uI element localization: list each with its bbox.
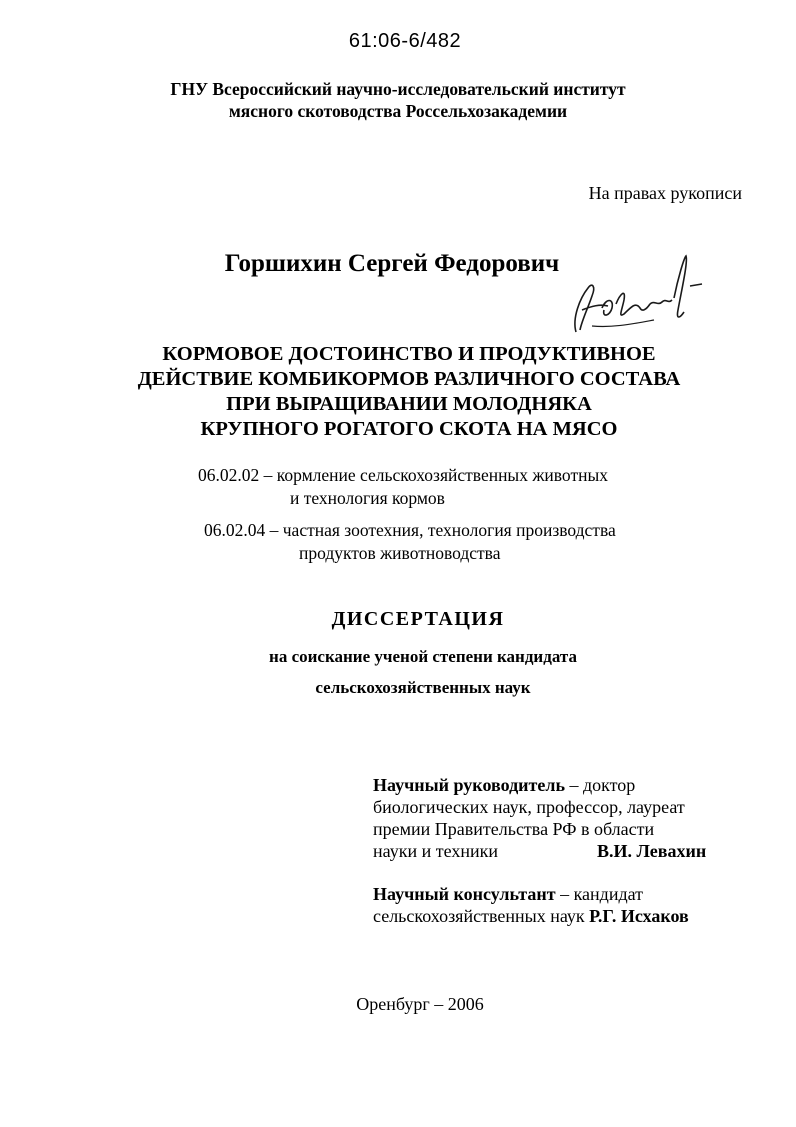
- dissertation-heading: ДИССЕРТАЦИЯ: [331, 608, 505, 630]
- title-line-1: КОРМОВОЕ ДОСТОИНСТВО И ПРОДУКТИВНОЕ: [162, 343, 656, 365]
- supervisor-line-2: биологических наук, профессор, лауреат: [373, 797, 685, 817]
- city-year: Оренбург – 2006: [356, 994, 484, 1014]
- supervisor-line-3: премии Правительства РФ в области: [373, 819, 655, 839]
- specialty-1-line-1: 06.02.02 – кормление сельскохозяйственных животных: [198, 465, 608, 485]
- supervisor-line-4: науки и техники: [373, 841, 498, 861]
- manuscript-rights-note: На правах рукописи: [588, 183, 742, 203]
- supervisor-line-1: [373, 774, 635, 797]
- degree-line-2: сельскохозяйственных наук: [315, 678, 531, 697]
- specialty-2-line-1: 06.02.04 – частная зоотехния, технология производства: [204, 520, 616, 540]
- degree-line-1: на соискание ученой степени кандидата: [269, 647, 577, 666]
- supervisor-name: В.И. Левахин: [597, 841, 707, 861]
- consultant-name: Р.Г. Исхаков: [589, 906, 689, 926]
- consultant-field: сельскохозяйственных наук: [373, 906, 590, 926]
- institution-line-2: мясного скотоводства Россельхозакадемии: [228, 101, 568, 121]
- supervisor-role: Научный руководитель: [373, 775, 565, 795]
- specialty-1-line-2: и технология кормов: [290, 488, 445, 508]
- title-line-4: КРУПНОГО РОГАТОГО СКОТА НА МЯСО: [200, 418, 618, 440]
- title-line-3: ПРИ ВЫРАЩИВАНИИ МОЛОДНЯКА: [226, 393, 592, 415]
- author-signature: [562, 248, 712, 348]
- title-line-2: ДЕЙСТВИЕ КОМБИКОРМОВ РАЗЛИЧНОГО СОСТАВА: [137, 368, 681, 390]
- consultant-role: Научный консультант: [373, 884, 556, 904]
- specialty-2-line-2: продуктов животноводства: [299, 543, 501, 563]
- institution-line-1: ГНУ Всероссийский научно-исследовательский институт: [170, 79, 626, 99]
- institution: [0, 78, 796, 122]
- supervisor-degree: – доктор: [565, 775, 636, 795]
- catalog-code: 61:06-6/482: [348, 30, 462, 52]
- dissertation-title: [0, 342, 796, 442]
- consultant-line-1: [373, 883, 643, 906]
- author-name: Горшихин Сергей Федорович: [224, 250, 560, 277]
- consultant-line-2: [373, 905, 689, 928]
- consultant-degree: – кандидат: [555, 884, 643, 904]
